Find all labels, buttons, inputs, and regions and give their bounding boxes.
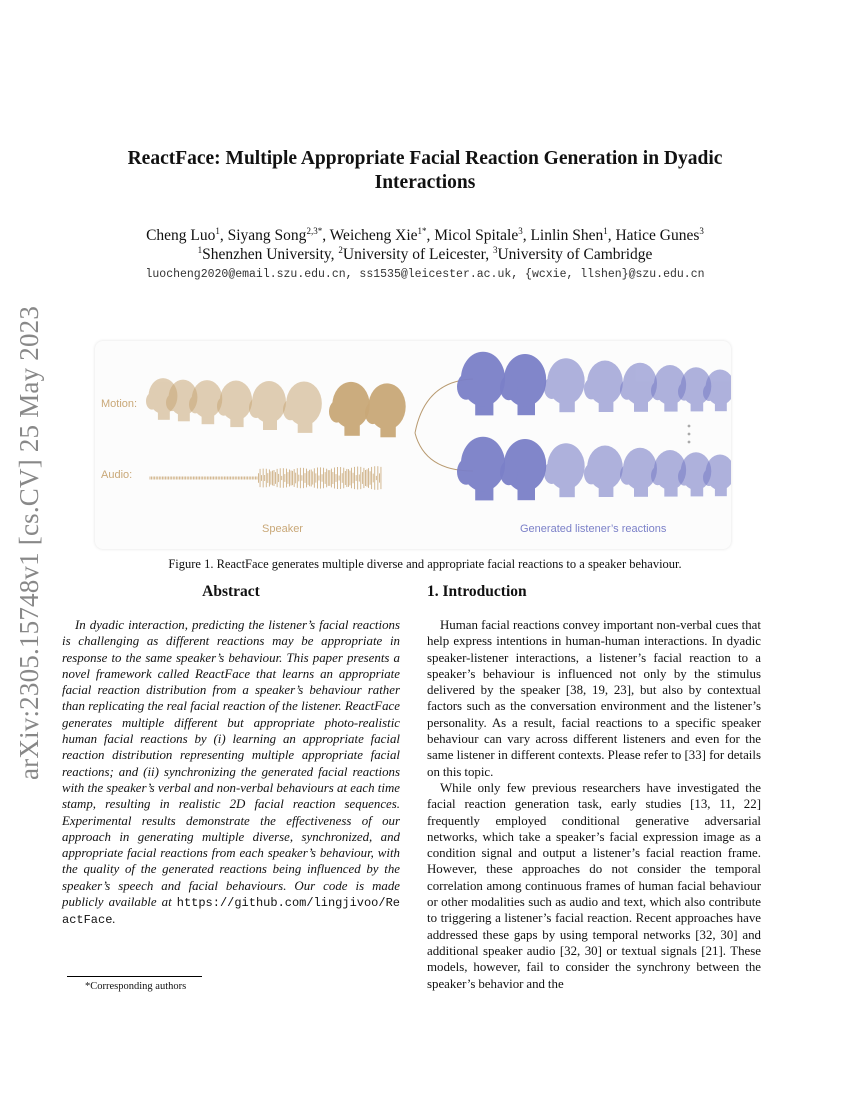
- ellipsis-dot: [688, 441, 691, 444]
- figure-illustration: [95, 341, 731, 549]
- author-name: Micol Spitale$^3$: [434, 225, 523, 244]
- affiliation: $^3$University of Cambridge: [492, 244, 653, 263]
- speaker-head: [217, 381, 252, 428]
- speaker-head: [365, 383, 406, 437]
- ellipsis-dot: [688, 425, 691, 428]
- listener-head: [457, 352, 505, 416]
- listener-head: [500, 439, 546, 500]
- speaker-label: Speaker: [262, 523, 303, 535]
- footnote-rule: [67, 976, 202, 977]
- paper-title: ReactFace: Multiple Appropriate Facial Reaction Generation in Dyadic Interactions: [127, 148, 723, 193]
- listener-head: [500, 354, 546, 415]
- affiliation-list: $^1$Shenzhen University, $^2$University of Leicester, $^3$University of Cambridge: [197, 244, 653, 263]
- author-list: Cheng Luo$^1$, Siyang Song$^{2,3*}$, Weicheng Xie$^{1*}$, Micol Spitale$^3$, Linlin Shen$^1$, Hatice Gunes$^3$: [146, 225, 704, 244]
- listener-head: [584, 446, 623, 497]
- abstract-heading: Abstract: [202, 583, 260, 600]
- footnote: *Corresponding authors: [85, 981, 187, 992]
- author-emails: luocheng2020@email.szu.edu.cn, ss1535@leicester.ac.uk, {wcxie, llshen}@szu.edu.cn: [145, 268, 705, 281]
- affiliation: $^2$University of Leicester: [338, 244, 486, 263]
- listener-head: [544, 358, 585, 412]
- abstract-end: .: [112, 912, 116, 927]
- arxiv-stamp: arXiv:2305.15748v1 [cs.CV] 25 May 2023: [14, 305, 44, 780]
- ellipsis-dot: [688, 433, 691, 436]
- author-name: Cheng Luo$^1$: [146, 225, 220, 244]
- speaker-head: [329, 382, 370, 436]
- figure-1: [95, 341, 731, 549]
- listener-head: [544, 443, 585, 497]
- affiliation: $^1$Shenzhen University: [197, 244, 331, 263]
- author-name: Hatice Gunes$^3$: [615, 225, 704, 244]
- code-link[interactable]: https://github.com/lingjivoo/ReactFace: [62, 896, 400, 928]
- author-name: Weicheng Xie$^{1*}$: [329, 225, 427, 244]
- figure-caption: Figure 1. ReactFace generates multiple diverse and appropriate facial reactions to a speaker behaviour.: [168, 557, 682, 571]
- listener-head: [457, 437, 505, 501]
- introduction-heading: 1. Introduction: [427, 583, 527, 600]
- intro-paragraph: Human facial reactions convey important non-verbal cues that help express intentions in human-human interactions. In dyadic speaker-listener interactions, a listener’s facial reaction to a speaker’s behaviour is influenced not only by the stimulus delivered by the speaker [38, 19, 23], but also by contextual factors such as the conversation environment and the listener’s personality. As a result, facial reactions to a specific speaker behaviour can vary across different listeners and even for the same listener in different contexts. Please refer to [33] for details on this topic.: [427, 618, 761, 779]
- speaker-head: [249, 381, 286, 430]
- author-name: Linlin Shen$^1$: [530, 225, 608, 244]
- author-block: [60, 226, 790, 264]
- listener-head: [584, 361, 623, 412]
- author-name: Siyang Song$^{2,3*}$: [227, 225, 323, 244]
- speaker-head: [283, 381, 322, 432]
- introduction-body: [427, 617, 761, 992]
- abstract-body: [62, 617, 400, 929]
- intro-paragraph: While only few previous researchers have investigated the facial reaction generation task, early studies [13, 11, 22] frequently employed conditional generative adversarial networks, which take a speaker’s facial expression image as a condition signal and output a listener’s facial reaction frame. However, these approaches do not consider the temporal correlation among continuous frames of human facial behaviour or other modalities such as audio and text, which also contribute to triggering a listener’s facial reaction. Recent approaches have addressed these gaps by using temporal networks [32, 30] and additional speaker audio [32, 30] or textual signals [21]. These models, however, fail to consider the synchrony between the speaker’s behavior and the: [427, 780, 761, 991]
- motion-label: Motion:: [101, 398, 138, 410]
- abstract-text: In dyadic interaction, predicting the listener’s facial reactions is challenging as different reactions may be appropriate in response to the same speaker’s behaviour. This paper presents a novel framework called ReactFace that learns an appropriate facial reaction distribution from a speaker’s behaviour rather than replicating the real facial reaction of the listener. ReactFace generates multiple different but appropriate photo-realistic human facial reactions by (i) learning an appropriate facial reaction distribution representing multiple appropriate facial reactions; and (ii) synchronizing the generated facial reactions with the speaker’s verbal and non-verbal behaviours at each time stamp, resulting in realistic 2D facial reaction sequences. Experimental results demonstrate the effectiveness of our approach in generating multiple diverse, synchronized, and appropriate facial reactions from each speaker’s behaviour, with the quality of the generated reactions being influenced by the speaker’s speech and facial behaviours. Our code is made publicly available at: [62, 618, 400, 910]
- audio-label: Audio:: [101, 469, 133, 481]
- listener-label: Generated listener’s reactions: [520, 523, 667, 535]
